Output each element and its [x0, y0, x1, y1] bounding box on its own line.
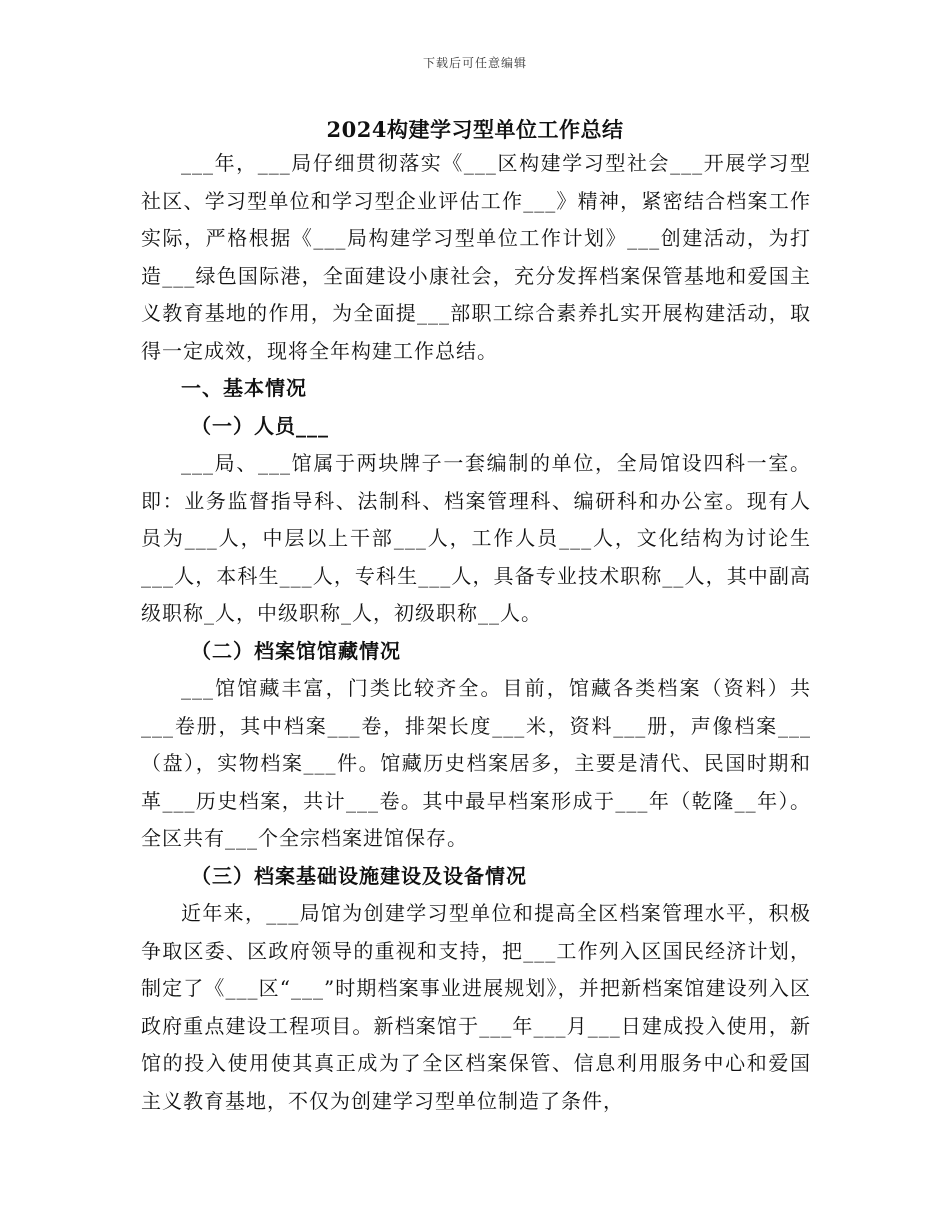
document-body [141, 145, 811, 1120]
document-title: 2024构建学习型单位工作总结 [326, 117, 624, 142]
subsection-heading-collection: （二）档案馆馆藏情况 [191, 638, 401, 663]
facilities-paragraph: 近年来，___局馆为创建学习型单位和提高全区档案管理水平，积极争取区委、区政府领导的重视和支持，把___工作列入区国民经济计划，制定了《___区“___”时期档案事业进展规划》，并把新档案馆建设列入区政府重点建设工程项目。新档案馆于___年___月___日建成投入使用，新馆的投入使用使其真正成为了全区档案保管、信息利用服务中心和爱国主义教育基地，不仅为创建学习型单位制造了条件， [141, 901, 811, 1113]
personnel-paragraph: ___局、___馆属于两块牌子一套编制的单位，全局馆设四科一室。即：业务监督指导科、法制科、档案管理科、编研科和办公室。现有人员为___人，中层以上干部___人，工作人员___人，文化结构为讨论生___人，本科生___人，专科生___人，具备专业技术职称__人，其中副高级职称_人，中级职称_人，初级职称__人。 [141, 451, 811, 625]
page-header-note: 下载后可任意编辑 [422, 56, 527, 70]
collection-paragraph: ___馆馆藏丰富，门类比较齐全。目前，馆藏各类档案（资料）共___卷册，其中档案___卷，排架长度___米，资料___册，声像档案___（盘），实物档案___件。馆藏历史档案居多，主要是清代、民国时期和革___历史档案，共计___卷。其中最早档案形成于___年（乾隆__年）。全区共有___个全宗档案进馆保存。 [141, 676, 811, 850]
section-heading-basic: 一、基本情况 [181, 376, 307, 400]
subsection-heading-facilities: （三）档案基础设施建设及设备情况 [191, 863, 527, 888]
intro-paragraph: ___年，___局仔细贯彻落实《___区构建学习型社会___开展学习型社区、学习型单位和学习型企业评估工作___》精神，紧密结合档案工作实际，严格根据《___局构建学习型单位工作计划》___创建活动，为打造___绿色国际港，全面建设小康社会，充分发挥档案保管基地和爱国主义教育基地的作用，为全面提___部职工综合素养扎实开展构建活动，取得一定成效，现将全年构建工作总结。 [141, 151, 811, 363]
subsection-heading-personnel: （一）人员___ [191, 413, 329, 438]
